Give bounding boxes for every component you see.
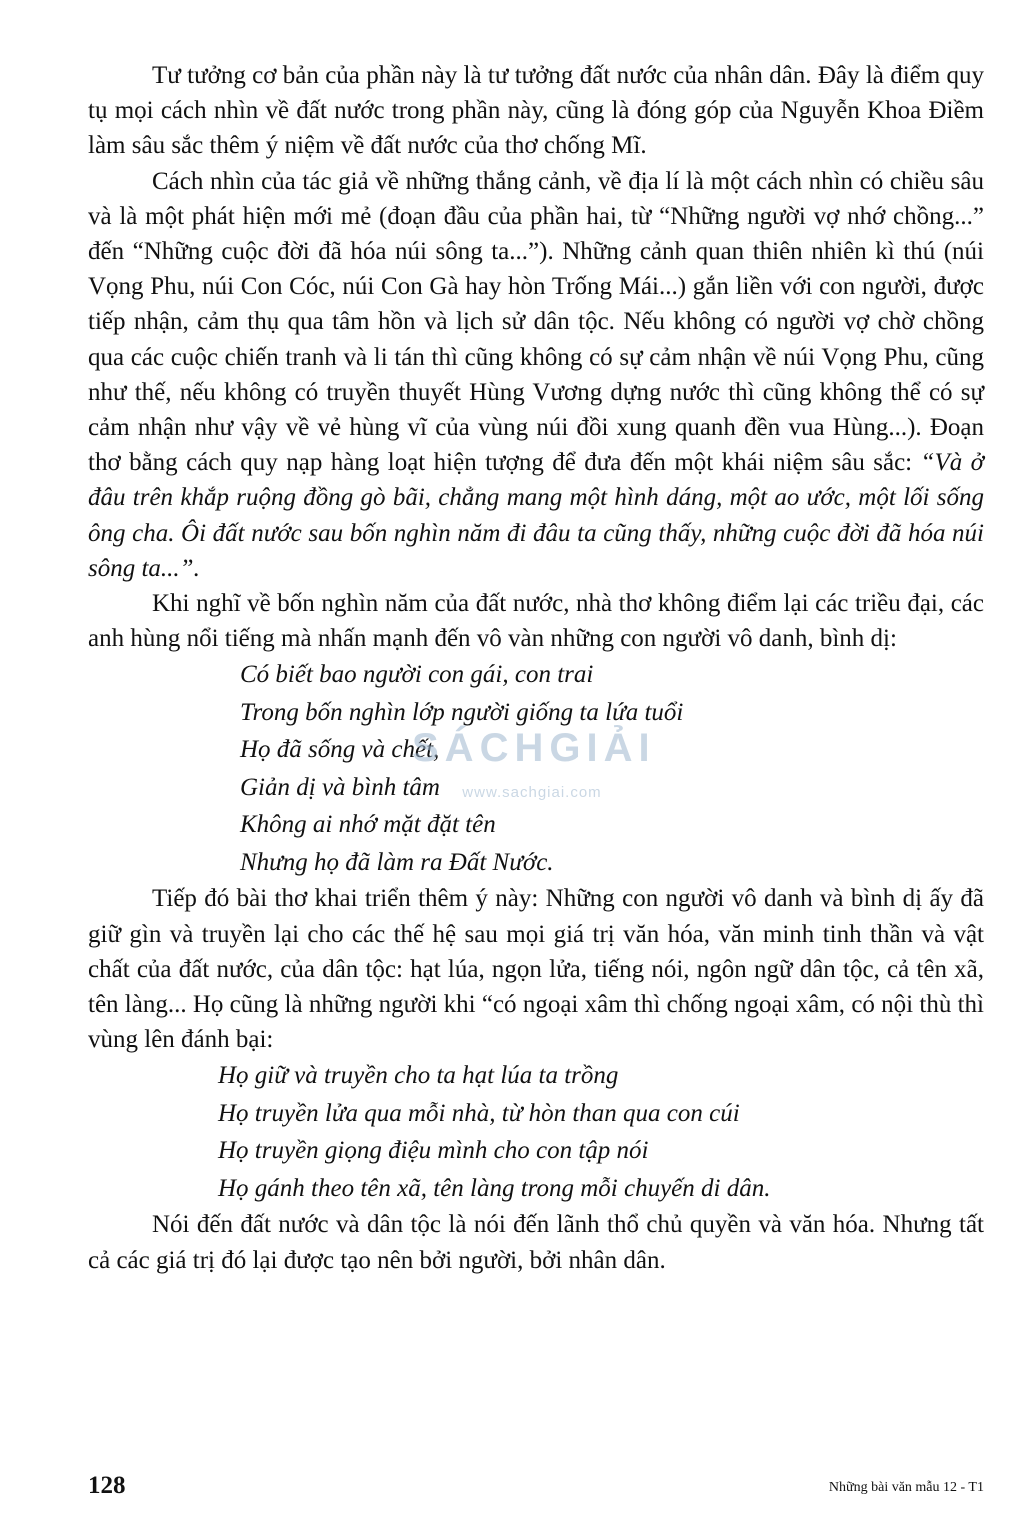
watermark-url: www.sachgiai.com [462, 784, 602, 801]
paragraph-1: Tư tưởng cơ bản của phần này là tư tưởng đất nước của nhân dân. Đây là điểm quy tụ mọi cách nhìn về đất nước trong phần này, cũng là đóng góp của Nguyễn Khoa Điềm làm sâu sắc thêm ý niệm về đất nước của thơ chống Mĩ. [88, 62, 984, 160]
poem-line: Họ truyền lửa qua mỗi nhà, từ hòn than qua con cúi [218, 1099, 740, 1127]
poem-line: Họ giữ và truyền cho ta hạt lúa ta trồng [218, 1062, 619, 1090]
page-body [88, 58, 984, 1278]
page-footer [88, 1472, 984, 1508]
poem-line: Giản dị và bình tâm [240, 773, 440, 801]
poem-excerpt-1 [88, 656, 984, 881]
poem-line: Nhưng họ đã làm ra Đất Nước. [240, 848, 554, 876]
paragraph-3: Khi nghĩ về bốn nghìn năm của đất nước, nhà thơ không điểm lại các triều đại, các anh hùng nổi tiếng mà nhấn mạnh đến vô vàn những con người vô danh, bình dị: [88, 590, 984, 653]
page-number: 128 [88, 1472, 126, 1499]
paragraph-4: Tiếp đó bài thơ khai triển thêm ý này: Những con người vô danh và bình dị ấy đã giữ gìn và truyền lại cho các thế hệ sau mọi giá trị văn hóa, văn minh tinh thần và vật chất của đất nước, của dân tộc: hạt lúa, ngọn lửa, tiếng nói, ngôn ngữ dân tộc, cả tên xã, tên làng... Họ cũng là những người khi “có ngoại xâm thì chống ngoại xâm, có nội thù thì vùng lên đánh bại: [88, 885, 984, 1054]
paragraph-2 [88, 164, 984, 586]
poem-line: Trong bốn nghìn lớp người giống ta lứa tuổi [240, 698, 684, 726]
poem-line: Họ gánh theo tên xã, tên làng trong mỗi chuyến di dân. [218, 1174, 771, 1202]
poem-line: Có biết bao người con gái, con trai [240, 661, 594, 689]
watermark-logo: SÁCHGIẢI [412, 726, 656, 770]
paragraph-2-quote: “Và ở đâu trên khắp ruộng đồng gò bãi, chẳng mang một hình dáng, một ao ước, một lối sống ông cha. Ôi đất nước sau bốn nghìn năm đi đâu ta cũng thấy, những cuộc đời đã hóa núi sông ta...”. [88, 449, 984, 582]
paragraph-5: Nói đến đất nước và dân tộc là nói đến lãnh thổ chủ quyền và văn hóa. Nhưng tất cả các giá trị đó lại được tạo nên bởi người, bởi nhân dân. [88, 1211, 984, 1274]
running-title: Những bài văn mẫu 12 - T1 [828, 1480, 984, 1495]
poem-line: Họ đã sống và chết, [240, 736, 440, 764]
poem-line: Không ai nhớ mặt đặt tên [240, 811, 496, 839]
paragraph-2-text: Cách nhìn của tác giả về những thắng cảnh, về địa lí là một cách nhìn có chiều sâu và là một phát hiện mới mẻ (đoạn đầu của phần hai, từ “Những người vợ nhớ chồng...” đến “Những cuộc đời đã hóa núi sông ta...”). Những cảnh quan thiên nhiên kì thú (núi Vọng Phu, núi Con Cóc, núi Con Gà hay hòn Trống Mái...) gắn liền với con người, được tiếp nhận, cảm thụ qua tâm hồn và lịch sử dân tộc. Nếu không có người vợ chờ chồng qua các cuộc chiến tranh và li tán thì cũng không có sự cảm nhận về núi Vọng Phu, cũng như thế, nếu không có truyền thuyết Hùng Vương dựng nước thì cũng không thể có sự cảm nhận như vậy về vẻ hùng vĩ của vùng núi đồi xung quanh đền vua Hùng...). Đoạn thơ bằng cách quy nạp hàng loạt hiện tượng để đưa đến một khái niệm sâu sắc: [88, 167, 984, 477]
poem-excerpt-2 [88, 1057, 984, 1207]
poem-line: Họ truyền giọng điệu mình cho con tập nói [218, 1137, 649, 1165]
